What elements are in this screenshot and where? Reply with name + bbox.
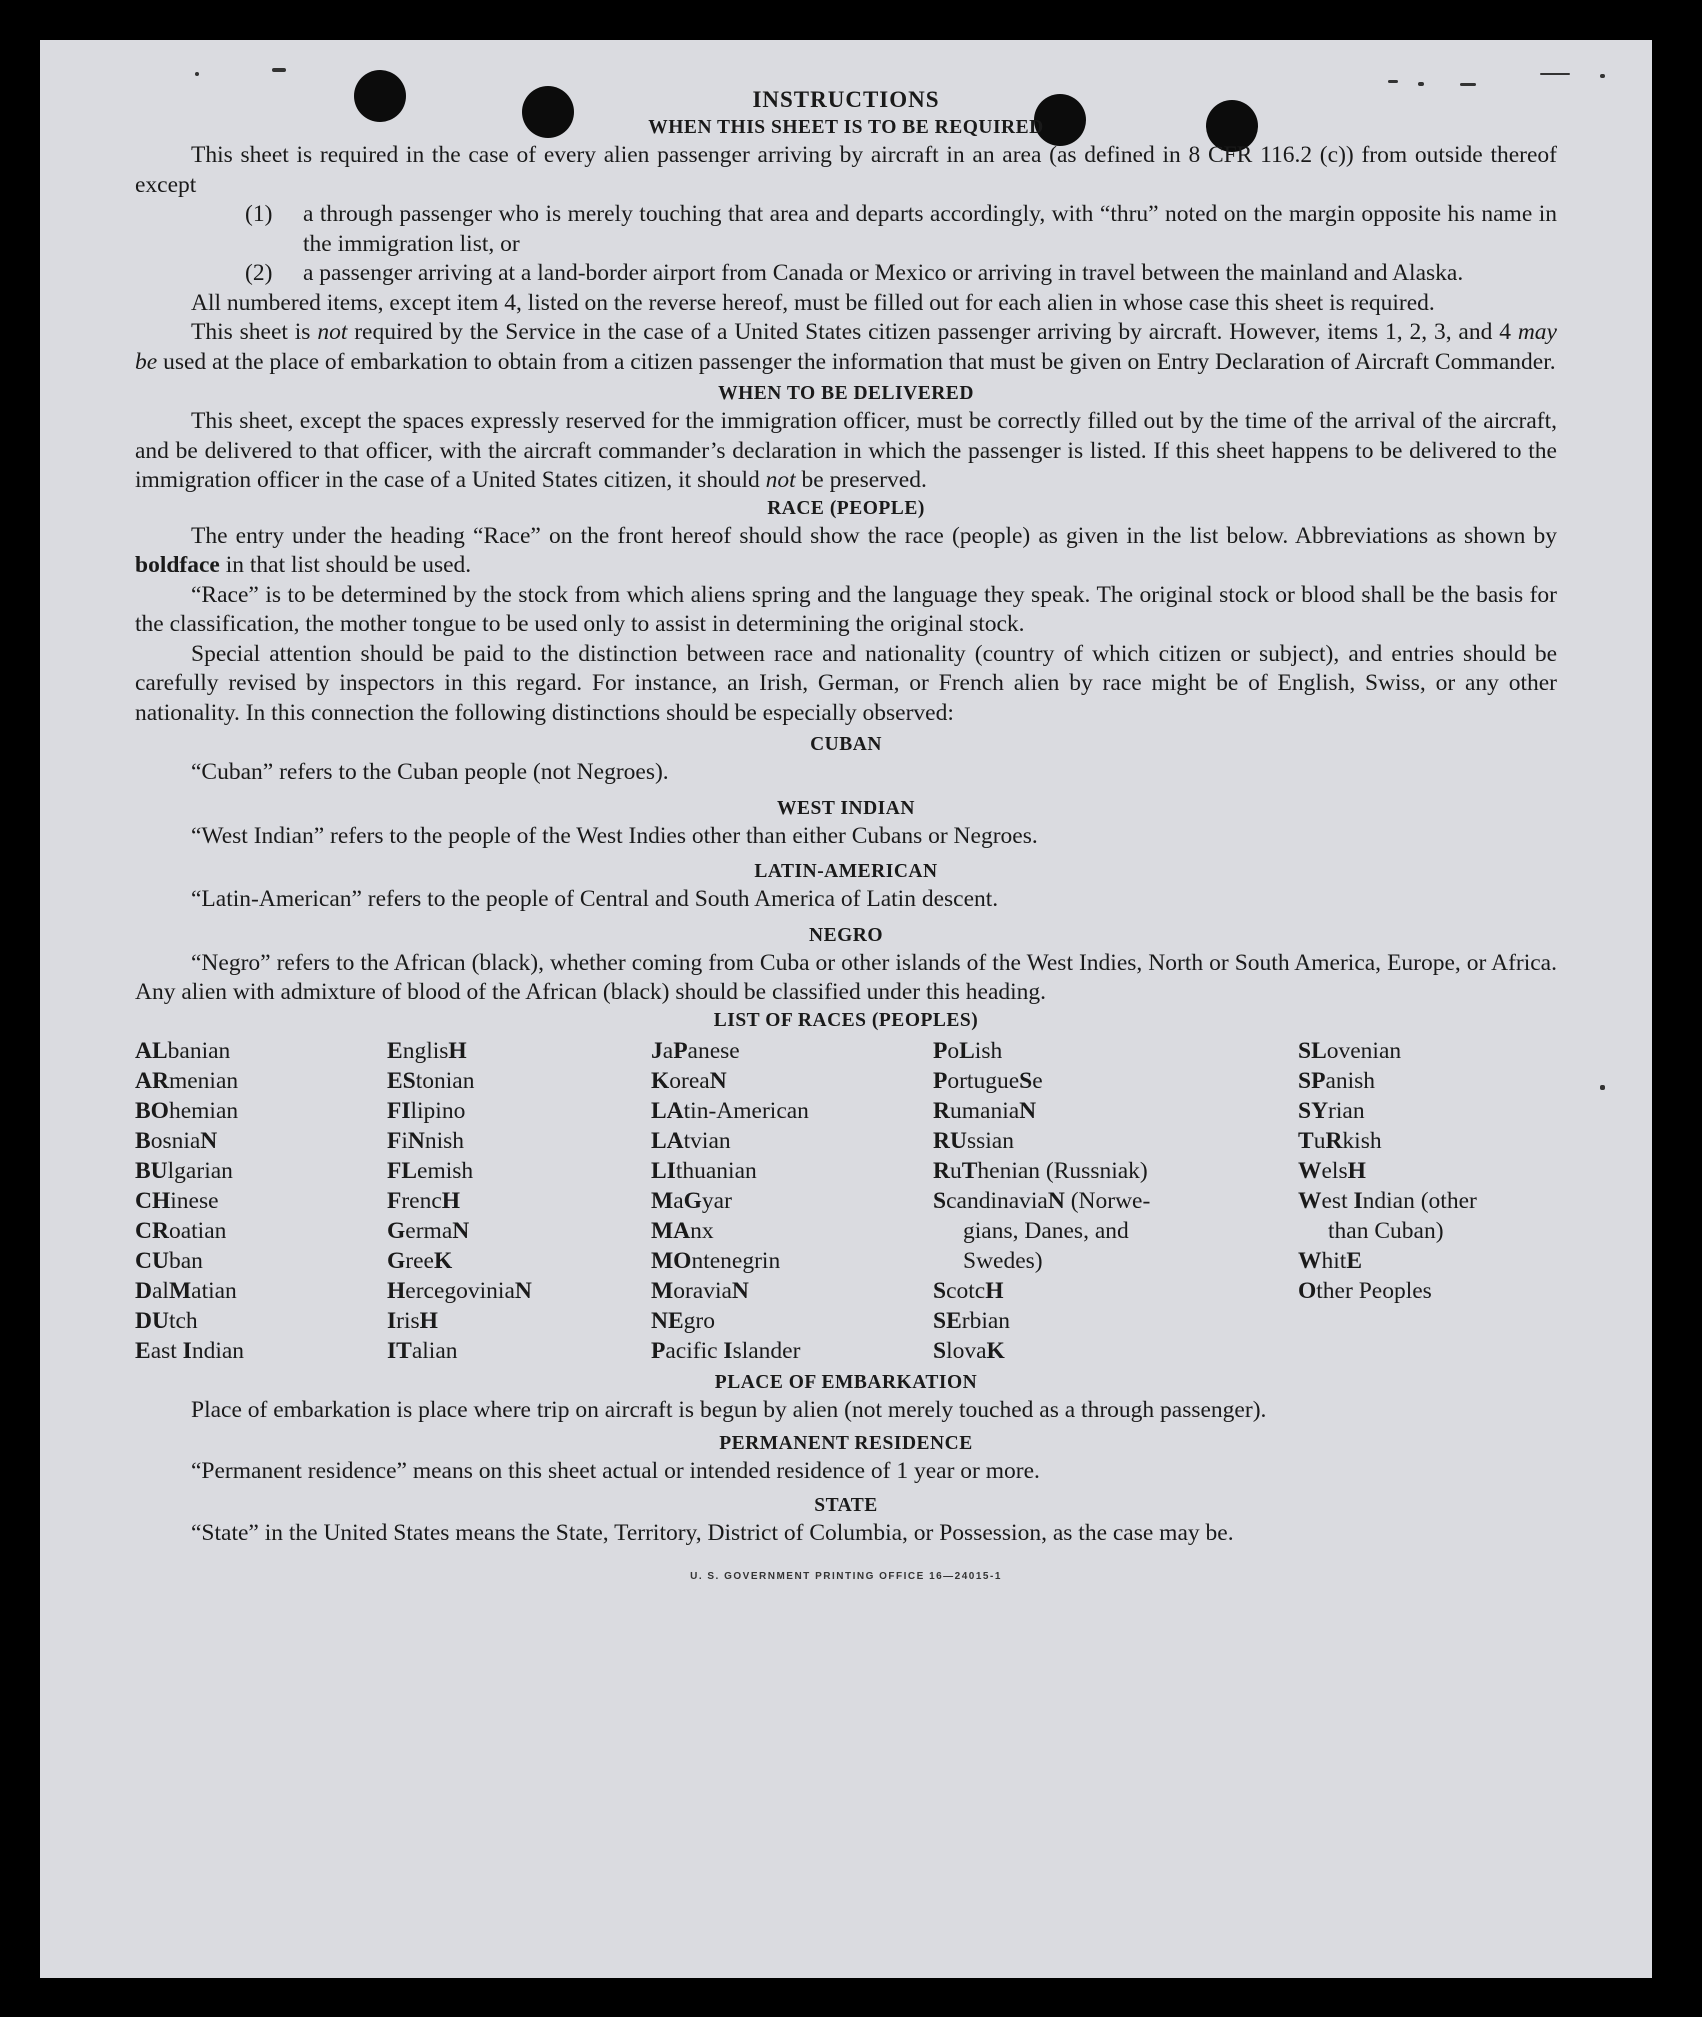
race-entry: GermaN [387, 1217, 470, 1244]
race-entry: FrencH [387, 1187, 461, 1214]
race-entry: CRoatian [135, 1217, 227, 1244]
paragraph: “Race” is to be determined by the stock from which aliens spring and the language they speak. The original stock or blood shall be the basis for the classification, the mother tongue to be used only to assist in determining the original stock. [135, 581, 1557, 637]
document-sheet [40, 40, 1652, 1978]
paragraph: Place of embarkation is place where trip on aircraft is begun by alien (not merely touched as a through passenger). [191, 1396, 1267, 1423]
race-entry: JaPanese [651, 1037, 740, 1064]
race-entry: LIthuanian [651, 1157, 757, 1184]
race-list [135, 1036, 1557, 1366]
race-entry: RumaniaN [933, 1097, 1037, 1124]
race-entry: ScotcH [933, 1277, 1004, 1304]
race-entry: ARmenian [135, 1067, 239, 1094]
paragraph: “Cuban” refers to the Cuban people (not Negroes). [191, 759, 669, 785]
race-entry: MoraviaN [651, 1277, 749, 1304]
paragraph: “West Indian” refers to the people of the West Indies other than either Cubans or Negroes. [191, 822, 1038, 849]
item-text: a through passenger who is merely touching that area and departs accordingly, with “thru” noted on the margin opposite his name in the immigration list, or [303, 201, 1557, 257]
paragraph: This sheet is required in the case of every alien passenger arriving by aircraft in an area (as defined in 8 CFR 116.2 (c)) from outside thereof except [135, 142, 1557, 198]
race-entry: GreeK [387, 1247, 453, 1274]
race-entry: KoreaN [651, 1067, 727, 1094]
race-column [1298, 1036, 1556, 1366]
paragraph: “Permanent residence” means on this sheet actual or intended residence of 1 year or more. [191, 1458, 1040, 1484]
race-entry: WhitE [1298, 1247, 1362, 1274]
race-entry: TuRkish [1298, 1127, 1382, 1154]
paper-speck [1388, 80, 1398, 83]
race-entry: ITalian [387, 1337, 458, 1364]
section-heading-cuban: CUBAN [810, 734, 882, 755]
race-entry: HercegoviniaN [387, 1277, 532, 1304]
paper-speck [272, 68, 286, 72]
paragraph: “Latin-American” refers to the people of Central and South America of Latin descent. [191, 886, 999, 912]
race-entry: SlovaK [933, 1337, 1005, 1364]
paper-speck [1540, 73, 1570, 75]
race-entry: NEgro [651, 1307, 715, 1334]
race-entry: Swedes) [963, 1247, 1043, 1274]
race-entry: BUlgarian [135, 1157, 233, 1184]
race-entry: Pacific Islander [651, 1337, 801, 1364]
race-entry: WelsH [1298, 1157, 1366, 1184]
race-entry: Other Peoples [1298, 1277, 1432, 1304]
race-entry: IrisH [387, 1307, 438, 1334]
paper-speck [1600, 1085, 1605, 1090]
race-column [387, 1036, 651, 1366]
item-number: (2) [245, 260, 273, 286]
section-heading-race: RACE (PEOPLE) [767, 497, 925, 519]
race-entry: CHinese [135, 1187, 219, 1214]
item-text: a passenger arriving at a land-border airport from Canada or Mexico or arriving in travel between the mainland and Alaska. [303, 260, 1464, 286]
race-entry: SErbian [933, 1307, 1011, 1334]
race-entry: DalMatian [135, 1277, 237, 1304]
paper-speck [195, 72, 199, 76]
race-entry: RuThenian (Russniak) [933, 1157, 1148, 1184]
race-entry: gians, Danes, and [963, 1217, 1129, 1244]
race-entry: FLemish [387, 1157, 474, 1184]
section-heading-delivered: WHEN TO BE DELIVERED [718, 383, 974, 404]
list-item [245, 200, 1557, 259]
paragraph: “State” in the United States means the State, Territory, District of Columbia, or Possession, as the case may be. [191, 1519, 1234, 1546]
race-entry: BOhemian [135, 1097, 239, 1124]
race-entry: EStonian [387, 1067, 475, 1094]
paragraph: “Negro” refers to the African (black), whether coming from Cuba or other islands of the West Indies, North or South America, Europe, or Africa. Any alien with admixture of blood of the African (black) should be classified under this heading. [135, 949, 1557, 1005]
race-column [651, 1036, 933, 1366]
race-entry: MaGyar [651, 1187, 732, 1214]
race-entry: SLovenian [1298, 1037, 1402, 1064]
printer-imprint: U. S. GOVERNMENT PRINTING OFFICE 16—24015-1 [690, 1571, 1002, 1582]
section-heading-list-of-races: LIST OF RACES (PEOPLES) [713, 1009, 979, 1031]
section-heading-negro: NEGRO [808, 924, 883, 946]
paper-speck [1600, 74, 1605, 78]
race-entry: MAnx [651, 1217, 714, 1244]
race-entry: BosniaN [135, 1127, 218, 1154]
race-entry: RUssian [933, 1127, 1014, 1154]
section-heading-embarkation: PLACE OF EMBARKATION [714, 1371, 978, 1393]
race-entry: EnglisH [387, 1037, 467, 1064]
section-heading-latin-american: LATIN-AMERICAN [754, 861, 938, 882]
race-entry: East Indian [135, 1337, 245, 1364]
race-entry: FiNnish [387, 1127, 465, 1154]
race-entry: ScandinaviaN (Norwe- [933, 1187, 1151, 1214]
instructions-content [135, 85, 1557, 1592]
race-column [135, 1036, 387, 1366]
race-entry: than Cuban) [1328, 1217, 1444, 1244]
paragraph: This sheet is not required by the Service in the case of a United States citizen passenger arriving by aircraft. However, items 1, 2, 3, and 4 may be used at the place of embarkation to obtain from a citizen passenger the information that must be given on Entry Declaration of Aircraft Commander. [135, 319, 1557, 375]
race-column [933, 1036, 1223, 1366]
race-entry: PortugueSe [933, 1067, 1043, 1094]
race-entry: SPanish [1298, 1067, 1376, 1094]
paragraph: The entry under the heading “Race” on the front hereof should show the race (people) as given in the list below. Abbreviations as shown by boldface in that list should be used. [135, 522, 1557, 578]
race-entry: FIlipino [387, 1097, 466, 1124]
list-item [245, 259, 1557, 289]
race-entry: West Indian (other [1298, 1187, 1477, 1214]
paragraph: All numbered items, except item 4, listed on the reverse hereof, must be filled out for each alien in whose case this sheet is required. [191, 289, 1435, 316]
paragraph: This sheet, except the spaces expressly reserved for the immigration officer, must be correctly filled out by the time of the arrival of the aircraft, and be delivered to that officer, with the aircraft commander’s declaration in which the passenger is listed. If this sheet happens to be delivered to the immigration officer in the case of a United States citizen, it should not be preserved. [135, 408, 1557, 493]
section-heading-west-indian: WEST INDIAN [777, 797, 915, 819]
race-entry: CUban [135, 1247, 203, 1274]
section-heading-state: STATE [814, 1494, 878, 1516]
race-entry: LAtvian [651, 1127, 731, 1154]
page-title: INSTRUCTIONS [752, 87, 940, 112]
paragraph: Special attention should be paid to the distinction between race and nationality (country of which citizen or subject), and entries should be carefully revised by inspectors in this regard. For instance, an Irish, German, or French alien by race might be of English, Swiss, or any other nationality. In this connection the following distinctions should be especially observed: [135, 640, 1557, 726]
race-entry: DUtch [135, 1307, 198, 1334]
race-entry: PoLish [933, 1037, 1003, 1064]
race-entry: SYrian [1298, 1097, 1365, 1124]
race-entry: MOntenegrin [651, 1247, 781, 1274]
section-heading-required: WHEN THIS SHEET IS TO BE REQUIRED [648, 117, 1044, 138]
item-number: (1) [245, 201, 273, 227]
race-entry: ALbanian [135, 1037, 231, 1064]
race-entry: LAtin-American [651, 1097, 809, 1124]
section-heading-residence: PERMANENT RESIDENCE [719, 1433, 973, 1454]
